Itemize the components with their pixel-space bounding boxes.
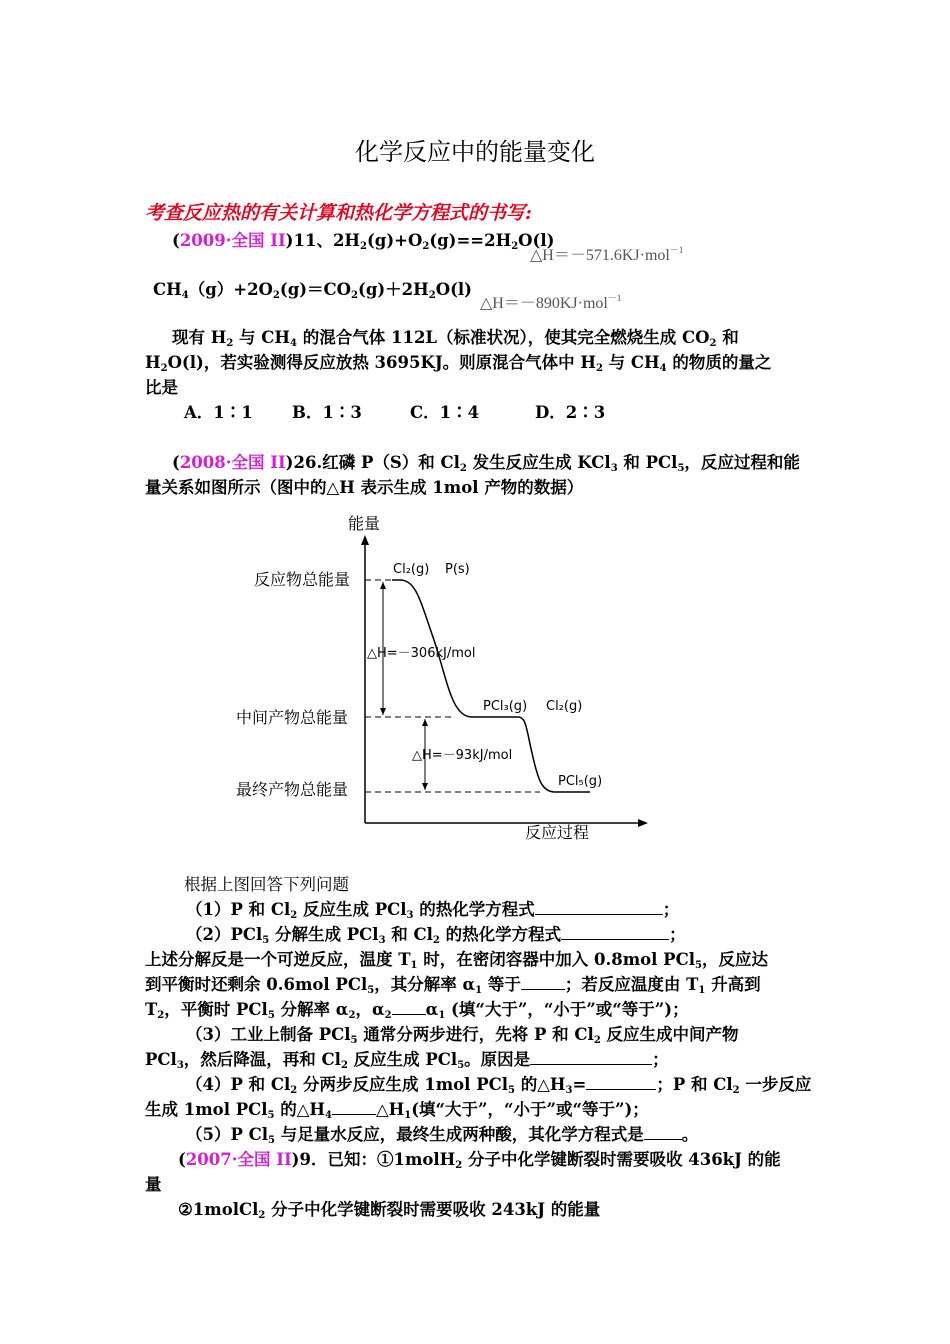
level-reactant-label: 反应物总能量 xyxy=(254,570,351,589)
q2-prompt: 根据上图回答下列问题 xyxy=(184,875,349,894)
q2-sub3-text1: （3）工业上制备 PCl$_5$ 通常分两步进行，先将 P 和 $Cl_2$ 反应生成中间产物 xyxy=(186,1025,739,1046)
x-axis-label: 反应过程 xyxy=(525,823,590,842)
q3-line2: 量 xyxy=(145,1175,162,1194)
page-title: 化学反应中的能量变化 xyxy=(355,138,595,166)
q1-stem-2: $H_2O(l)$，若实验测得反应放热 3695KJ。则原混合气体中 $H_2$ 与 $CH_4$ 的物质的量之 xyxy=(145,353,772,374)
q1-stem-3: 比是 xyxy=(145,378,178,397)
q1-line2: $CH_4(g)+2O_2(g)=CO_2(g)+2H_2O(l)$ xyxy=(153,280,472,301)
q3-line1: (2007·全国 II)9．已知：①1molH$_2$ 分子中化学键断裂时需要吸收 436kJ 的能 xyxy=(178,1150,781,1171)
q1-dh1: △H＝－571.6KJ·mol$^{-1}$ xyxy=(530,245,684,264)
level-intermediate-label: 中间产物总能量 xyxy=(236,708,349,727)
q3-source: 2007·全国 II xyxy=(185,1150,292,1169)
q1-stem-1: 现有 $H_2$ 与 $CH_4$ 的混合气体 112L（标准状况），使其完全燃烧生成 $CO_2$ 和 xyxy=(172,328,739,349)
q2-sub2-text1: 上述分解反是一个可逆反应，温度 $T_1$ 时，在密闭容器中加入 0.8mol PCl$_5$，反应达 xyxy=(145,950,768,971)
q2-sub4-text2: 生成 1mol PCl$_5$ 的$\triangle H_4$ $\triangle H_1$(填“大于”，“小于”或“等于”)； xyxy=(145,1100,649,1121)
q2-sub3-text2: PCl$_3$，然后降温，再和 $Cl_2$ 反应生成 PCl$_5$。原因是 ； xyxy=(145,1050,669,1071)
q1-source: 2009·全国 II xyxy=(179,231,286,250)
y-axis-label: 能量 xyxy=(348,514,381,533)
x-axis-arrow xyxy=(638,819,648,827)
q1-choice-b: B．1∶3 xyxy=(292,403,362,422)
species-cl2: Cl₂(g) xyxy=(393,562,430,577)
level-final-label: 最终产物总能量 xyxy=(236,780,349,799)
q3-line3: ②1molCl$_2$ 分子中化学键断裂时需要吸收 243kJ 的能量 xyxy=(178,1200,601,1221)
section-heading: 考查反应热的有关计算和热化学方程式的书写: xyxy=(145,202,533,224)
q1-dh2: △H＝－890KJ·mol$^{-1}$ xyxy=(480,293,622,312)
dh-second-label: △H=－93kJ/mol xyxy=(412,748,513,763)
q1-choice-c: C．1∶4 xyxy=(410,403,480,422)
q2-sub2-text3: $T_2$，平衡时 PCl$_5$ 分解率 $\alpha_2$，$\alpha_2$ $\alpha_1$ (填“大于”，“小于”或“等于”)； xyxy=(145,1000,689,1021)
q1-choice-d: D．2∶3 xyxy=(535,403,606,422)
energy-diagram xyxy=(220,505,660,855)
q2-sub5: （5）P $Cl_5$ 与足量水反应，最终生成两种酸，其化学方程式是 。 xyxy=(186,1125,699,1146)
q2-source: 2008·全国 II xyxy=(179,453,286,472)
q1-choice-a: A．1∶1 xyxy=(184,403,253,422)
q2-sub1: （1）P 和 $Cl_2$ 反应生成 PCl$_3$ 的热化学方程式 ； xyxy=(186,900,680,921)
q2-sub4-text1: （4）P 和 $Cl_2$ 分两步反应生成 1mol PCl$_5$ 的$\triangle H_3=$ ；P 和 $Cl_2$ 一步反应 xyxy=(186,1075,812,1096)
q2-line2: 量关系如图所示（图中的△H 表示生成 1mol 产物的数据） xyxy=(145,478,584,497)
q2-line1: (2008·全国 II)26.红磷 P（S）和 $Cl_2$ 发生反应生成 KCl$_3$ 和 PCl$_5$，反应过程和能 xyxy=(172,453,800,474)
y-axis-arrow xyxy=(361,535,369,545)
q2-sub2-text2: 到平衡时还剩余 0.6mol PCl$_5$，其分解率 $\alpha_1$ 等于 ；若反应温度由 $T_1$ 升高到 xyxy=(145,975,761,996)
species-pcl5: PCl₅(g) xyxy=(558,774,603,789)
q2-sub2: （2）PCl$_5$ 分解生成 PCl$_3$ 和 $Cl_2$ 的热化学方程式 ； xyxy=(186,925,686,946)
dh-first-label: △H=－306kJ/mol xyxy=(367,646,476,661)
q1-line1: (2009·全国 II)11、$2H_2(g)+O_2(g)==2H_2O(l)$ xyxy=(172,231,555,252)
species-p: P(s) xyxy=(445,562,470,577)
species-cl2-second: Cl₂(g) xyxy=(546,699,583,714)
species-pcl3: PCl₃(g) xyxy=(483,699,528,714)
